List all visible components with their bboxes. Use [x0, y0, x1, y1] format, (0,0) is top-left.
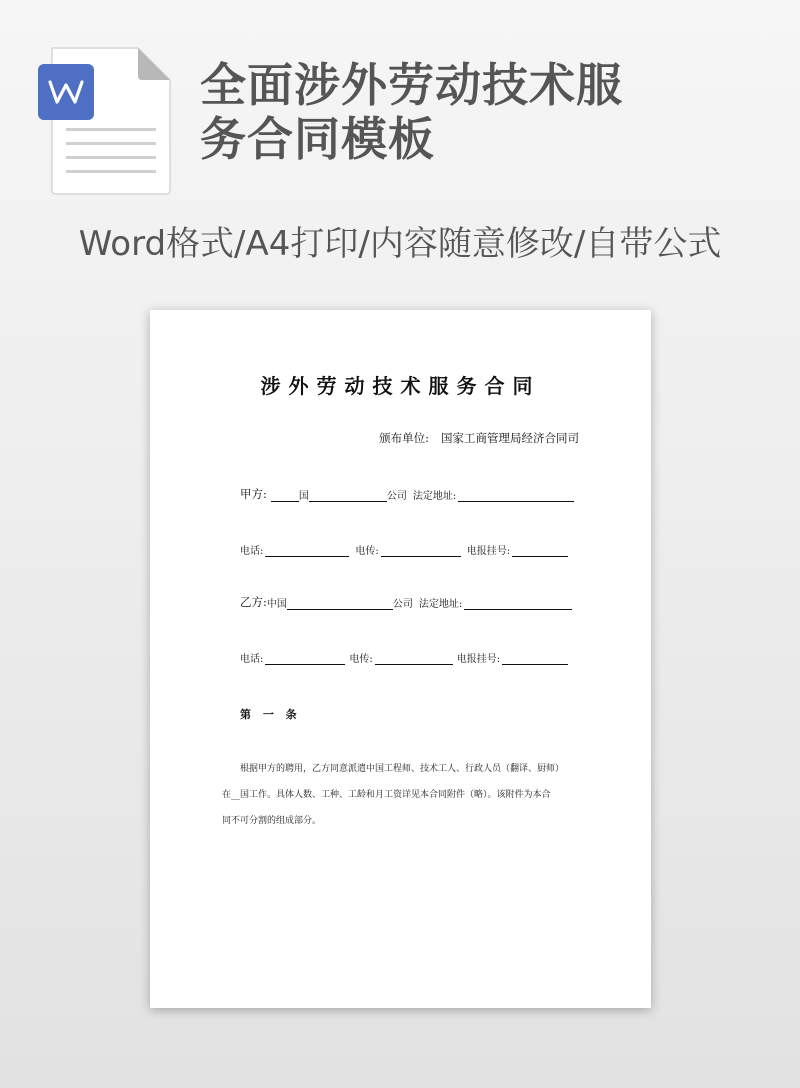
party-b-phone-label: 电话:	[240, 654, 264, 665]
party-b-fax-label: 电传:	[349, 654, 373, 665]
paragraph-line: 根据甲方的聘用，乙方同意派遣中国工程师、技术工人、行政人员（翻译、厨师）	[240, 764, 565, 774]
party-a-row	[240, 486, 574, 502]
party-a-fax-label: 电传:	[355, 546, 379, 557]
issuer-line	[379, 430, 579, 446]
party-a-telegram-blank	[512, 544, 568, 557]
party-a-contact-row	[240, 542, 568, 557]
party-b-country-prefix: 中国	[266, 599, 287, 610]
word-badge-icon	[38, 64, 94, 120]
party-a-address-label: 法定地址:	[412, 491, 457, 502]
party-b-phone-blank	[265, 652, 345, 665]
party-a-company-blank	[309, 489, 387, 502]
page-title	[200, 58, 760, 166]
party-a-phone-blank	[265, 544, 349, 557]
paragraph-line: 同不可分割的组成部分。	[222, 816, 322, 826]
party-b-telegram-blank	[502, 652, 568, 665]
party-b-address-blank	[464, 597, 572, 610]
party-b-fax-blank	[375, 652, 453, 665]
party-a-country-suffix: 国	[298, 491, 309, 502]
party-b-company-suffix: 公司	[392, 599, 413, 610]
article-paragraph	[222, 756, 584, 834]
party-b-contact-row	[240, 650, 568, 665]
party-b-company-blank	[287, 597, 393, 610]
party-a-label: 甲方:	[240, 487, 267, 501]
party-b-address-label: 法定地址:	[418, 599, 463, 610]
party-a-address-blank	[458, 489, 574, 502]
document-page	[150, 310, 651, 1008]
party-b-label: 乙方:	[240, 595, 267, 609]
paragraph-line: 在__国工作。具体人数、工种、工龄和月工资详见本合同附件（略）。该附件为本合	[222, 790, 551, 800]
party-a-phone-label: 电话:	[240, 546, 264, 557]
title-line-2: 务合同模板	[200, 112, 435, 166]
word-file-icon	[38, 46, 172, 196]
title-line-1: 全面涉外劳动技术服	[200, 58, 623, 112]
party-b-row	[240, 594, 572, 610]
party-a-company-suffix: 公司	[386, 491, 407, 502]
article-heading: 第 一 条	[240, 708, 301, 721]
issuer-label: 颁布单位:	[379, 431, 429, 445]
issuer-value: 国家工商管理局经济合同司	[441, 431, 579, 445]
document-title: 涉外劳动技术服务合同	[260, 374, 541, 398]
party-a-fax-blank	[381, 544, 461, 557]
party-a-telegram-label: 电报挂号:	[466, 546, 511, 557]
subtitle: Word格式/A4打印/内容随意修改/自带公式	[78, 224, 722, 264]
party-b-telegram-label: 电报挂号:	[456, 654, 501, 665]
party-a-country-blank	[271, 489, 299, 502]
